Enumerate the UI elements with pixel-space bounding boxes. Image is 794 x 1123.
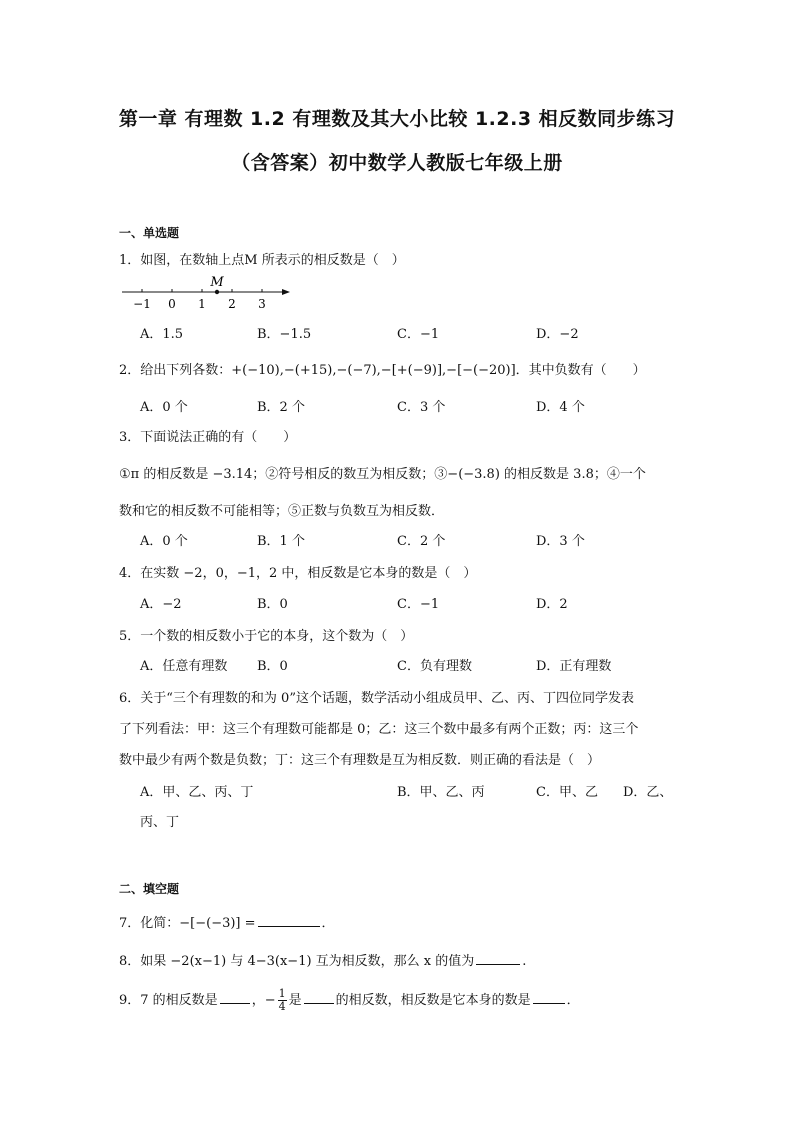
question-7 [119, 912, 335, 931]
question-3-statement-line2: 数和它的相反数不可能相等；⑤正数与负数互为相反数． [119, 504, 445, 519]
q6-option-c: C．甲、乙 [536, 785, 598, 800]
q6-option-b: B．甲、乙、丙 [397, 785, 485, 800]
q3-option-c: C．2 个 [397, 534, 446, 549]
question-2-text: 2．给出下列各数：+(−10),−(+15),−(−7),−[+(−9)],−[−(−20)]．其中负数有（ ） [119, 363, 646, 378]
q6-option-d: D．乙、 [623, 785, 673, 800]
document-title-line1: 第一章 有理数 1.2 有理数及其大小比较 1.2.3 相反数同步练习 [118, 108, 676, 130]
q2-option-d: D．4 个 [536, 400, 585, 415]
q1-option-c: C．−1 [397, 327, 440, 342]
question-9 [119, 988, 580, 1013]
q3-option-d: D．3 个 [536, 534, 585, 549]
document-title-line2: （含答案）初中数学人教版七年级上册 [231, 152, 563, 174]
number-line-tick-label: 1 [198, 297, 206, 311]
answer-blank-9b[interactable] [304, 991, 334, 1004]
q4-option-a: A．−2 [140, 597, 182, 612]
number-line-arrow [282, 289, 290, 295]
answer-blank-8[interactable] [476, 952, 520, 965]
number-line-tick-label: −1 [133, 297, 151, 311]
q4-option-b: B．0 [257, 597, 288, 612]
number-line-tick-label: 0 [168, 297, 176, 311]
question-7-suffix: ． [321, 916, 335, 931]
q3-option-a: A．0 个 [140, 534, 188, 549]
question-6-line2: 了下列看法：甲：这三个有理数可能都是 0；乙：这三个数中最多有两个正数；丙：这三个 [119, 722, 639, 737]
question-6-line1: 6．关于“三个有理数的和为 0”这个话题，数学活动小组成员甲、乙、丙、丁四位同学发表 [119, 691, 634, 706]
q6-option-d-wrap: 丙、丁 [140, 815, 180, 830]
fraction-denominator: 4 [278, 1000, 286, 1013]
q1-option-d: D．−2 [536, 327, 579, 342]
point-m-dot [215, 290, 219, 294]
question-9-minus: ，− [251, 993, 276, 1008]
q3-option-b: B．1 个 [257, 534, 305, 549]
question-9-suffix: ． [566, 993, 580, 1008]
answer-blank-9c[interactable] [533, 991, 565, 1004]
section-heading-single-choice: 一、单选题 [119, 226, 180, 240]
q5-option-d: D．正有理数 [536, 659, 612, 674]
fraction-numerator: 1 [278, 987, 286, 1000]
question-9-text-2: 的相反数，相反数是它本身的数是 [335, 993, 531, 1008]
answer-blank-9a[interactable] [220, 991, 250, 1004]
q2-option-c: C．3 个 [397, 400, 446, 415]
q1-option-a: A．1.5 [140, 327, 184, 342]
q5-option-a: A．任意有理数 [140, 659, 228, 674]
section-heading-fill-blank: 二、填空题 [119, 882, 180, 896]
number-line-tick-label: 3 [258, 297, 266, 311]
q5-option-b: B．0 [257, 659, 288, 674]
q4-option-d: D．2 [536, 597, 568, 612]
q2-option-a: A．0 个 [140, 400, 188, 415]
q2-option-b: B．2 个 [257, 400, 305, 415]
q6-option-a: A．甲、乙、丙、丁 [140, 785, 254, 800]
answer-blank-7[interactable] [258, 914, 320, 927]
question-8-suffix: . [522, 954, 527, 969]
question-6-line3: 数中最少有两个数是负数；丁：这三个有理数是互为相反数．则正确的看法是（ ） [119, 753, 601, 768]
question-8-text: 8．如果 −2(x−1) 与 4−3(x−1) 互为相反数，那么 x 的值为 [119, 954, 475, 969]
question-3-statement-line1: ①π 的相反数是 −3.14；②符号相反的数互为相反数；③−(−3.8) 的相反数是 3.8；④一个 [119, 467, 646, 482]
question-4-text: 4．在实数 −2，0，−1，2 中，相反数是它本身的数是（ ） [119, 566, 477, 581]
question-7-text: 7．化简：−[−(−3)] = [119, 916, 256, 931]
question-1-text: 1．如图，在数轴上点M 所表示的相反数是（ ） [119, 253, 405, 268]
question-3-text: 3．下面说法正确的有（ ） [119, 430, 297, 445]
question-5-text: 5．一个数的相反数小于它的本身，这个数为（ ） [119, 629, 414, 644]
q5-option-c: C．负有理数 [397, 659, 472, 674]
fraction-one-quarter [278, 988, 287, 1013]
q4-option-c: C．−1 [397, 597, 440, 612]
question-9-text: 9．7 的相反数是 [119, 993, 218, 1008]
point-m-label: M [210, 275, 224, 290]
number-line-figure [118, 274, 298, 314]
question-8 [119, 950, 526, 969]
number-line-tick-label: 2 [228, 297, 236, 311]
q1-option-b: B．−1.5 [257, 327, 312, 342]
question-9-is: 是 [288, 993, 302, 1008]
